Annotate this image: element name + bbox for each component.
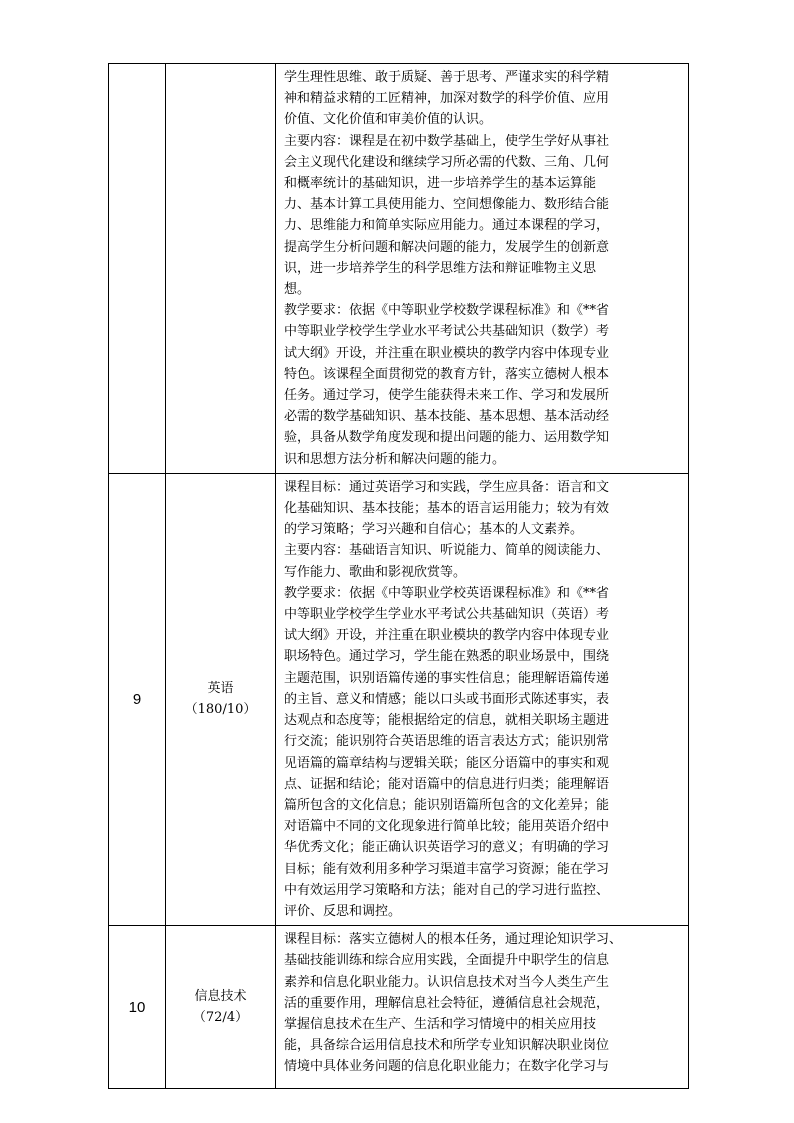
course-number <box>109 64 166 474</box>
course-description <box>276 473 689 925</box>
paragraph-objective: 课程目标：落实立德树人的根本任务，通过理论知识学习、 基础技能训练和综合应用实践，全面提升中职学生的信息 素养和信息化职业能力。认识信息技术对当今人类生产生 活的重要作用，理解信息社会特征，遵循信息社会规范， 掌握信息技术在生产、生活和学习情境中的相关应用技 能，具备综合运用信息技术和所学专业知识解决职业岗位 情境中具体业务问题的信息化职业能力；在数字化学习与 <box>284 932 623 1075</box>
table-row <box>109 64 689 474</box>
paragraph-content: 主要内容：课程是在初中数学基础上，使学生学好从事社 会主义现代化建设和继续学习所必需的代数、三角、几何 和概率统计的基础知识，进一步培养学生的基本运算能 力、基本计算工具使用能力、空间想像能力、数形结合能 力、思维能力和简单实际应用能力。通过本课程的学习， 提高学生分析问题和解决问题的能力，发展学生的创新意 识，进一步培养学生的科学思维方法和辩证唯物主义思 想。 <box>284 133 610 298</box>
course-name: 英语 <box>207 681 234 697</box>
course-hours-credits: （72/4） <box>192 1010 249 1026</box>
course-name-cell <box>166 926 276 1089</box>
table-row <box>109 473 689 925</box>
course-number: 10 <box>109 926 166 1089</box>
course-name: 信息技术 <box>194 989 247 1005</box>
course-number: 9 <box>109 473 166 925</box>
curriculum-table <box>108 63 689 1089</box>
course-hours-credits: （180/10） <box>184 702 257 718</box>
paragraph-objective: 学生理性思维、敢于质疑、善于思考、严谨求实的科学精 神和精益求精的工匠精神，加深对数学的科学价值、应用 价值、文化价值和审美价值的认识。 <box>284 70 610 128</box>
paragraph-requirements: 教学要求：依据《中等职业学校英语课程标准》和《**省 中等职业学校学生学业水平考试公共基础知识（英语）考 试大纲》开设，并注重在职业模块的教学内容中体现专业 职场特色。通过学习，学生能在熟悉的职业场景中，围绕 主题范围，识别语篇传递的事实性信息；能理解语篇传递 的主旨、意义和情感；能以口头或书面形式陈述事实，表 达观点和态度等；能根据给定的信息，就相关职场主题进 行交流；能识别符合英语思维的语言表达方式；能识别常 见语篇的篇章结构与逻辑关联；能区分语篇中的事实和观 点、证据和结论；能对语篇中的信息进行归类；能理解语 篇所包含的文化信息；能识别语篇所包含的文化差异；能 对语篇中不同的文化现象进行简单比较；能用英语介绍中 华优秀文化；能正确认识英语学习的意义；有明确的学习 目标；能有效利用多种学习渠道丰富学习资源；能在学习 中有效运用学习策略和方法；能对自己的学习进行监控、 评价、反思和调控。 <box>284 585 610 919</box>
course-description <box>276 926 689 1089</box>
table-row <box>109 926 689 1089</box>
course-description <box>276 64 689 474</box>
paragraph-objective: 课程目标：通过英语学习和实践，学生应具备：语言和文 化基础知识、基本技能；基本的语言运用能力；较为有效 的学习策略；学习兴趣和自信心；基本的人文素养。 <box>284 479 610 538</box>
paragraph-content: 主要内容：基础语言知识、听说能力、简单的阅读能力、 写作能力、歌曲和影视欣赏等。 <box>284 543 610 580</box>
paragraph-requirements: 教学要求：依据《中等职业学校数学课程标准》和《**省 中等职业学校学生学业水平考试公共基础知识（数学）考 试大纲》开设，并注重在职业模块的教学内容中体现专业 特色。该课程全面贯彻党的教育方针，落实立德树人根本 任务。通过学习，使学生能获得未来工作、学习和发展所 必需的数学基础知识、基本技能、基本思想、基本活动经 验，具备从数学角度发现和提出问题的能力、运用数学知 识和思想方法分析和解决问题的能力。 <box>284 303 610 467</box>
course-name-cell <box>166 473 276 925</box>
course-name-cell <box>166 64 276 474</box>
